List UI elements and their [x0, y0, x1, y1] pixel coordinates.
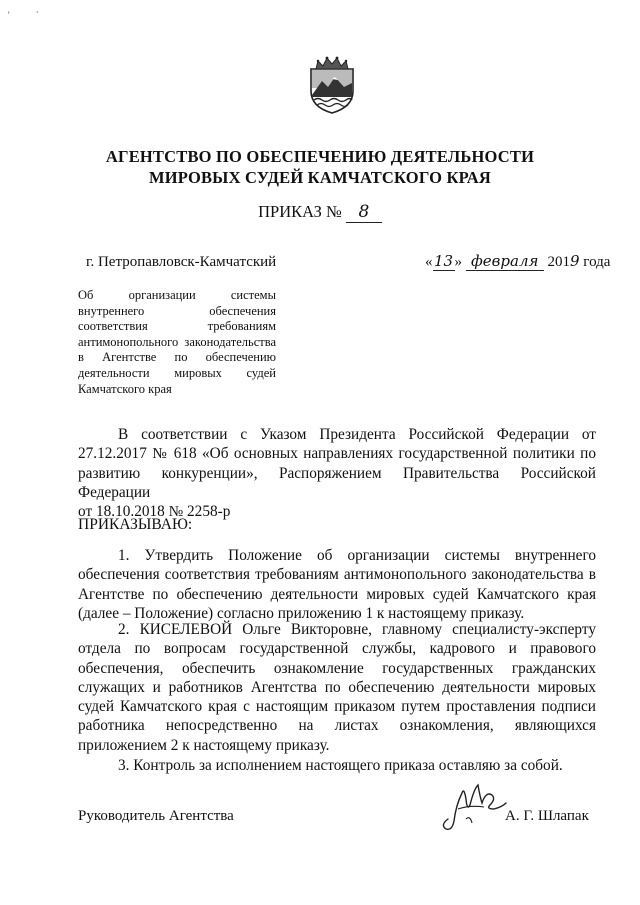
subject-line: соответствия требованиям [78, 319, 276, 334]
item-line: судей Камчатского края с настоящим приказом путем проставления подписи [78, 698, 596, 716]
item-line: 1. Утвердить Положение об организации системы внутреннего [118, 547, 596, 564]
subject-line: Камчатского края [78, 381, 172, 396]
order-directive-word: ПРИКАЗЫВАЮ: [78, 516, 193, 533]
date-year-prefix: 201 [547, 254, 570, 270]
signatory-name: А. Г. Шлапак [505, 808, 589, 824]
subject-line: в Агентстве по обеспечению [78, 350, 276, 365]
preamble-line: развитию конкуренции», Распоряжением Правительства Российской Федерации [78, 464, 596, 501]
item-line: обеспечения соответствия требованиям антимонопольного законодательства в [78, 566, 596, 584]
item-line: 3. Контроль за исполнением настоящего приказа оставляю за собой. [118, 757, 563, 774]
order-date: «13» февраля 2019 года [425, 252, 611, 270]
order-subject [78, 288, 276, 397]
item-line: обеспечения, обеспечить ознакомление государственных гражданских [78, 659, 596, 677]
item-line: приложением 2 к настоящему приказу. [78, 736, 330, 754]
city-label: г. Петропавловск-Камчатский [86, 254, 277, 270]
item-line: служащих и работников Агентства по обеспечению деятельности мировых [78, 678, 596, 696]
subject-line: Об организации системы [78, 288, 276, 302]
subject-line: деятельности мировых судей [78, 365, 276, 380]
item-2-paragraph [78, 620, 596, 755]
date-day: 13 [433, 252, 454, 270]
coat-of-arms-emblem [308, 55, 356, 115]
subject-line: антимонопольного законодательства [78, 334, 276, 349]
item-line: Агентстве по обеспечению деятельности мировых судей Камчатского края [78, 585, 596, 603]
item-line: отдела по вопросам государственной службы, кадрового и правового [78, 640, 596, 658]
date-month: февраля [466, 252, 544, 271]
order-label: ПРИКАЗ № [258, 202, 342, 221]
item-line: 2. КИСЕЛЕВОЙ Ольге Викторовне, главному специалисту-эксперту [118, 621, 596, 638]
item-line: работника непосредственно на листах ознакомления, являющихся [78, 717, 596, 735]
preamble-line: 27.12.2017 № 618 «Об основных направлениях государственной политики по [78, 445, 596, 463]
handwritten-signature [436, 775, 510, 833]
agency-name-line2: МИРОВЫХ СУДЕЙ КАМЧАТСКОГО КРАЯ [148, 168, 492, 187]
preamble-paragraph [78, 425, 596, 521]
preamble-line: В соответствии с Указом Президента Российской Федерации от [118, 426, 596, 443]
scan-marks: ' ` [8, 10, 51, 20]
order-number: 8 [346, 202, 382, 223]
date-year-suffix: 9 [570, 252, 580, 270]
preamble-line: от 18.10.2018 № 2258-р [78, 503, 231, 521]
subject-line: внутреннего обеспечения [78, 303, 276, 318]
agency-name-line1: АГЕНТСТВО ПО ОБЕСПЕЧЕНИЮ ДЕЯТЕЛЬНОСТИ [105, 147, 535, 166]
item-line: (далее – Положение) согласно приложению 1 к настоящему приказу. [78, 604, 525, 622]
item-3-paragraph [78, 756, 596, 775]
item-1-paragraph [78, 546, 596, 623]
order-title [0, 202, 640, 223]
signatory-role: Руководитель Агентства [78, 808, 234, 824]
date-year-word: года [583, 254, 611, 270]
